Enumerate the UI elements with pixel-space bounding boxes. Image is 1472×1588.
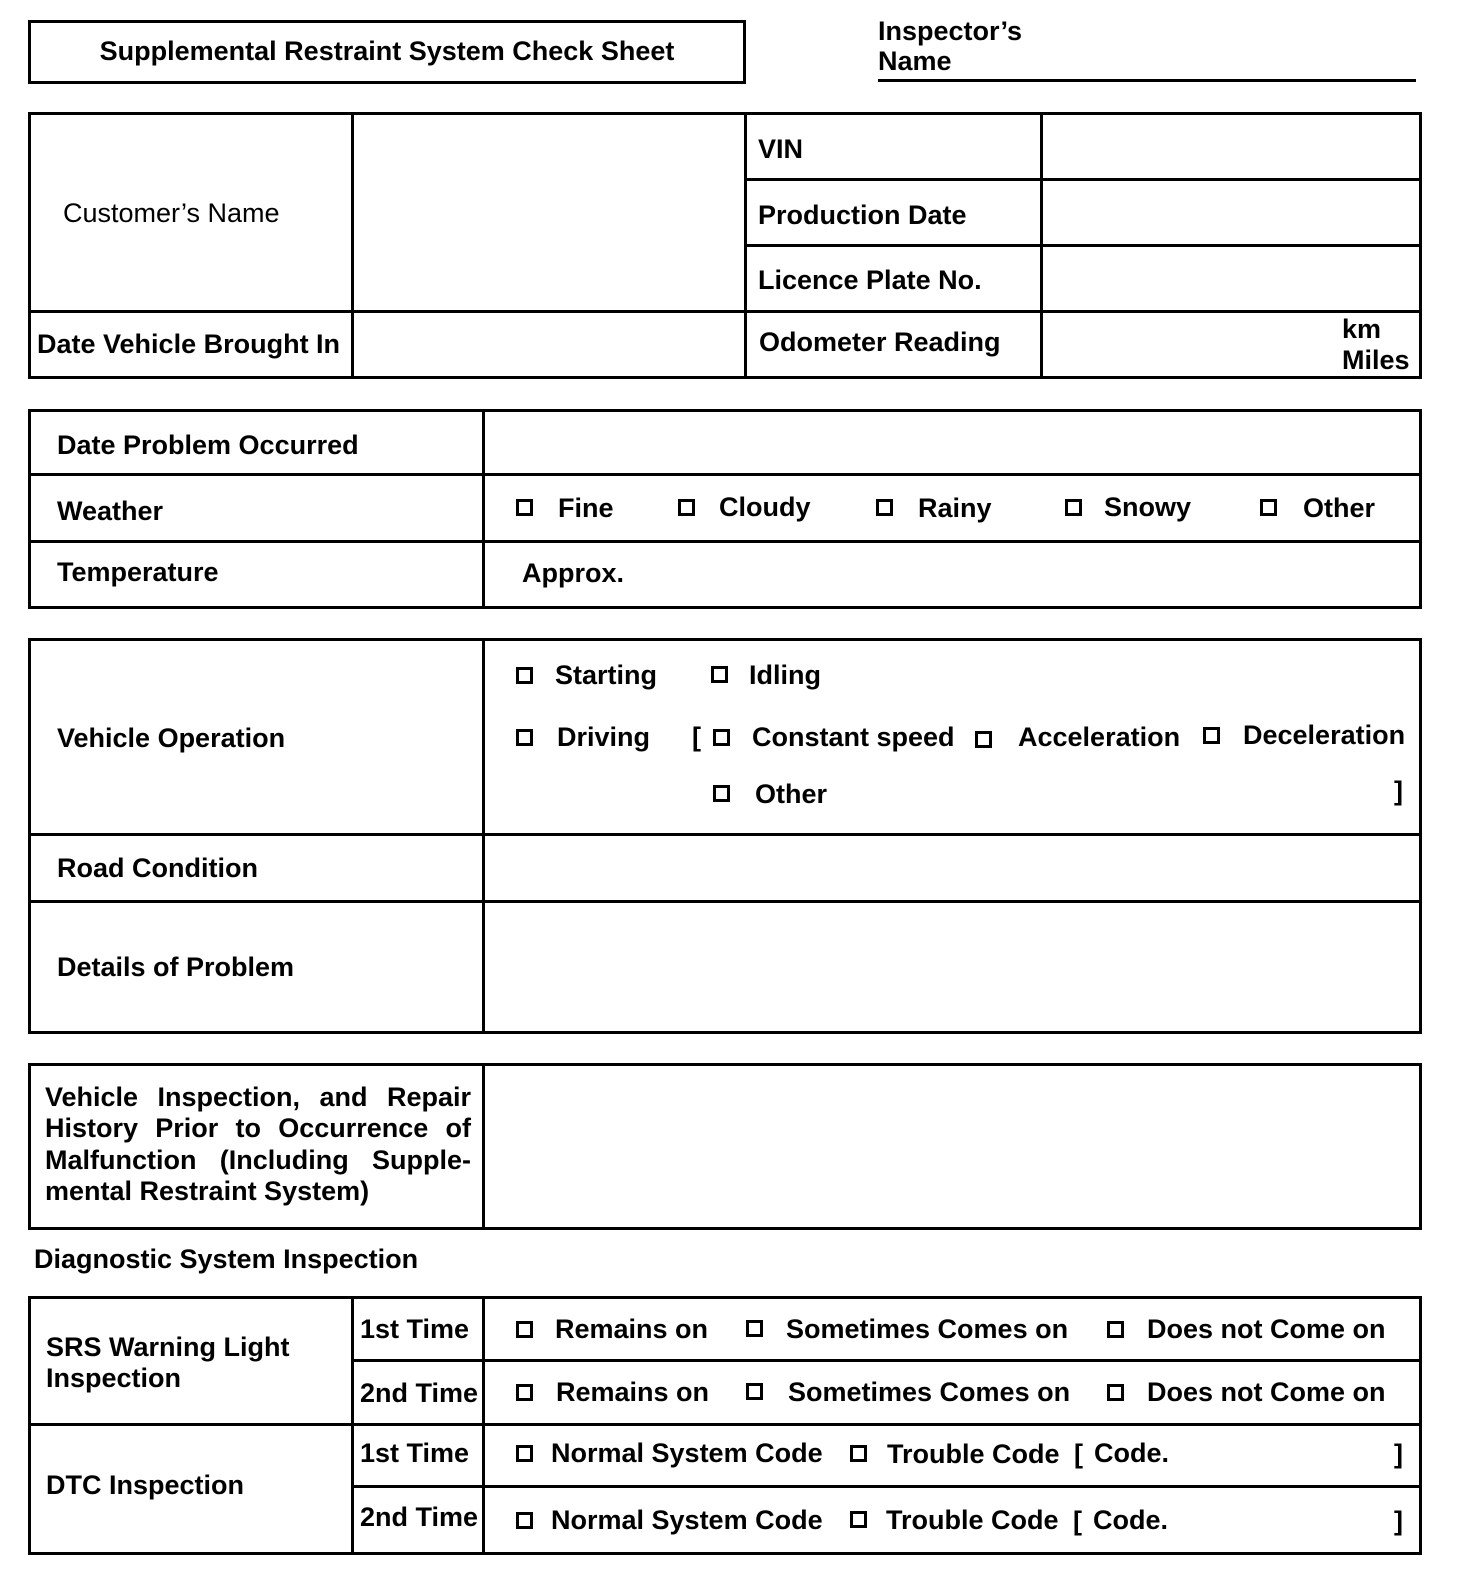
constant-speed-checkbox[interactable] (713, 729, 730, 746)
unit-km: km (1342, 314, 1382, 344)
weather-snowy-label: Snowy (1104, 492, 1192, 522)
operation-other-checkbox[interactable] (713, 785, 730, 802)
driving-bracket-open: [ (692, 722, 701, 752)
vehicle-operation-label: Vehicle Operation (57, 723, 286, 753)
licence-plate-field[interactable] (1043, 247, 1419, 310)
dtc-2-bracket-open: [ (1073, 1506, 1082, 1536)
unit-miles: Miles (1342, 345, 1410, 375)
diagnostic-heading: Diagnostic System Inspection (34, 1244, 419, 1274)
srs-2-remains-on-checkbox[interactable] (516, 1384, 533, 1401)
inspector-label-line2: Name (878, 46, 952, 76)
srs-1-remains-on-label: Remains on (555, 1314, 709, 1344)
temperature-approx: Approx. (522, 558, 625, 588)
details-field[interactable] (485, 903, 1419, 1031)
date-brought-in-field[interactable] (354, 313, 744, 376)
srs-2-sometimes-label: Sometimes Comes on (788, 1377, 1071, 1407)
dtc-2-trouble-label: Trouble Code (886, 1505, 1059, 1535)
dtc-first-time-label: 1st Time (360, 1438, 470, 1468)
history-label-line4: mental Restraint System) (45, 1176, 370, 1206)
srs-1-sometimes-label: Sometimes Comes on (786, 1314, 1069, 1344)
srs-2-remains-on-label: Remains on (556, 1377, 710, 1407)
dtc-2-code-label: Code. (1093, 1505, 1169, 1535)
history-label-line3: Malfunction (Including Supple- (45, 1145, 471, 1175)
details-label: Details of Problem (57, 952, 295, 982)
driving-checkbox[interactable] (516, 729, 533, 746)
driving-bracket-close: ] (1394, 776, 1403, 806)
starting-label: Starting (555, 660, 658, 690)
weather-rainy-checkbox[interactable] (876, 499, 893, 516)
history-label-line1: Vehicle Inspection, and Repair (45, 1082, 471, 1112)
vin-field[interactable] (1043, 115, 1419, 178)
weather-label: Weather (57, 496, 164, 526)
weather-cloudy-label: Cloudy (719, 492, 811, 522)
history-label-line2: History Prior to Occurrence of (45, 1113, 471, 1143)
licence-plate-label: Licence Plate No. (758, 265, 982, 295)
date-problem-label: Date Problem Occurred (57, 430, 359, 460)
dtc-1-code-field[interactable] (1180, 1440, 1385, 1472)
weather-snowy-checkbox[interactable] (1065, 499, 1082, 516)
srs-first-time-label: 1st Time (360, 1314, 470, 1344)
production-date-field[interactable] (1043, 181, 1419, 244)
odometer-label: Odometer Reading (759, 327, 1001, 357)
weather-fine-checkbox[interactable] (516, 499, 533, 516)
customer-name-label: Customer’s Name (63, 198, 280, 228)
weather-fine-label: Fine (558, 493, 614, 523)
vin-label: VIN (758, 134, 804, 164)
acceleration-checkbox[interactable] (975, 731, 992, 748)
weather-rainy-label: Rainy (918, 493, 992, 523)
srs-label-line2: Inspection (46, 1363, 182, 1393)
deceleration-checkbox[interactable] (1203, 727, 1220, 744)
dtc-1-trouble-label: Trouble Code (887, 1439, 1060, 1469)
customer-name-field[interactable] (354, 115, 744, 310)
dtc-second-time-label: 2nd Time (360, 1502, 479, 1532)
history-field[interactable] (485, 1066, 1419, 1227)
inspector-name-field[interactable] (878, 79, 1416, 82)
driving-label: Driving (557, 722, 651, 752)
dtc-2-bracket-close: ] (1394, 1506, 1403, 1536)
dtc-1-bracket-open: [ (1074, 1439, 1083, 1469)
odometer-field[interactable] (1043, 313, 1333, 376)
production-date-label: Production Date (758, 200, 967, 230)
srs-2-not-on-label: Does not Come on (1147, 1377, 1386, 1407)
dtc-2-normal-checkbox[interactable] (516, 1512, 533, 1529)
date-brought-in-label: Date Vehicle Brought In (37, 329, 341, 359)
temperature-label: Temperature (57, 557, 219, 587)
weather-cloudy-checkbox[interactable] (678, 499, 695, 516)
srs-1-sometimes-checkbox[interactable] (746, 1320, 763, 1337)
srs-second-time-label: 2nd Time (360, 1378, 479, 1408)
srs-1-not-on-checkbox[interactable] (1107, 1321, 1124, 1338)
dtc-1-bracket-close: ] (1394, 1439, 1403, 1469)
deceleration-label: Deceleration (1243, 720, 1406, 750)
constant-speed-label: Constant speed (752, 722, 955, 752)
srs-1-not-on-label: Does not Come on (1147, 1314, 1386, 1344)
dtc-1-trouble-checkbox[interactable] (850, 1445, 867, 1462)
srs-2-sometimes-checkbox[interactable] (746, 1383, 763, 1400)
weather-other-checkbox[interactable] (1260, 499, 1277, 516)
srs-label-line1: SRS Warning Light (46, 1332, 290, 1362)
dtc-2-normal-label: Normal System Code (551, 1505, 823, 1535)
inspector-label-line1: Inspector’s (878, 16, 1023, 46)
temperature-field[interactable] (640, 543, 1419, 606)
date-problem-field[interactable] (485, 412, 1419, 473)
srs-2-not-on-checkbox[interactable] (1107, 1384, 1124, 1401)
operation-other-label: Other (755, 779, 828, 809)
road-condition-label: Road Condition (57, 853, 258, 883)
dtc-2-trouble-checkbox[interactable] (850, 1511, 867, 1528)
dtc-1-normal-checkbox[interactable] (516, 1445, 533, 1462)
dtc-2-code-field[interactable] (1180, 1507, 1385, 1539)
dtc-label: DTC Inspection (46, 1470, 245, 1500)
page-title: Supplemental Restraint System Check Sheet (99, 36, 675, 66)
idling-checkbox[interactable] (711, 666, 728, 683)
acceleration-label: Acceleration (1018, 722, 1181, 752)
dtc-1-code-label: Code. (1094, 1438, 1170, 1468)
srs-1-remains-on-checkbox[interactable] (516, 1321, 533, 1338)
idling-label: Idling (749, 660, 821, 690)
starting-checkbox[interactable] (516, 667, 533, 684)
dtc-1-normal-label: Normal System Code (551, 1438, 823, 1468)
weather-other-label: Other (1303, 493, 1376, 523)
road-condition-field[interactable] (485, 836, 1419, 900)
